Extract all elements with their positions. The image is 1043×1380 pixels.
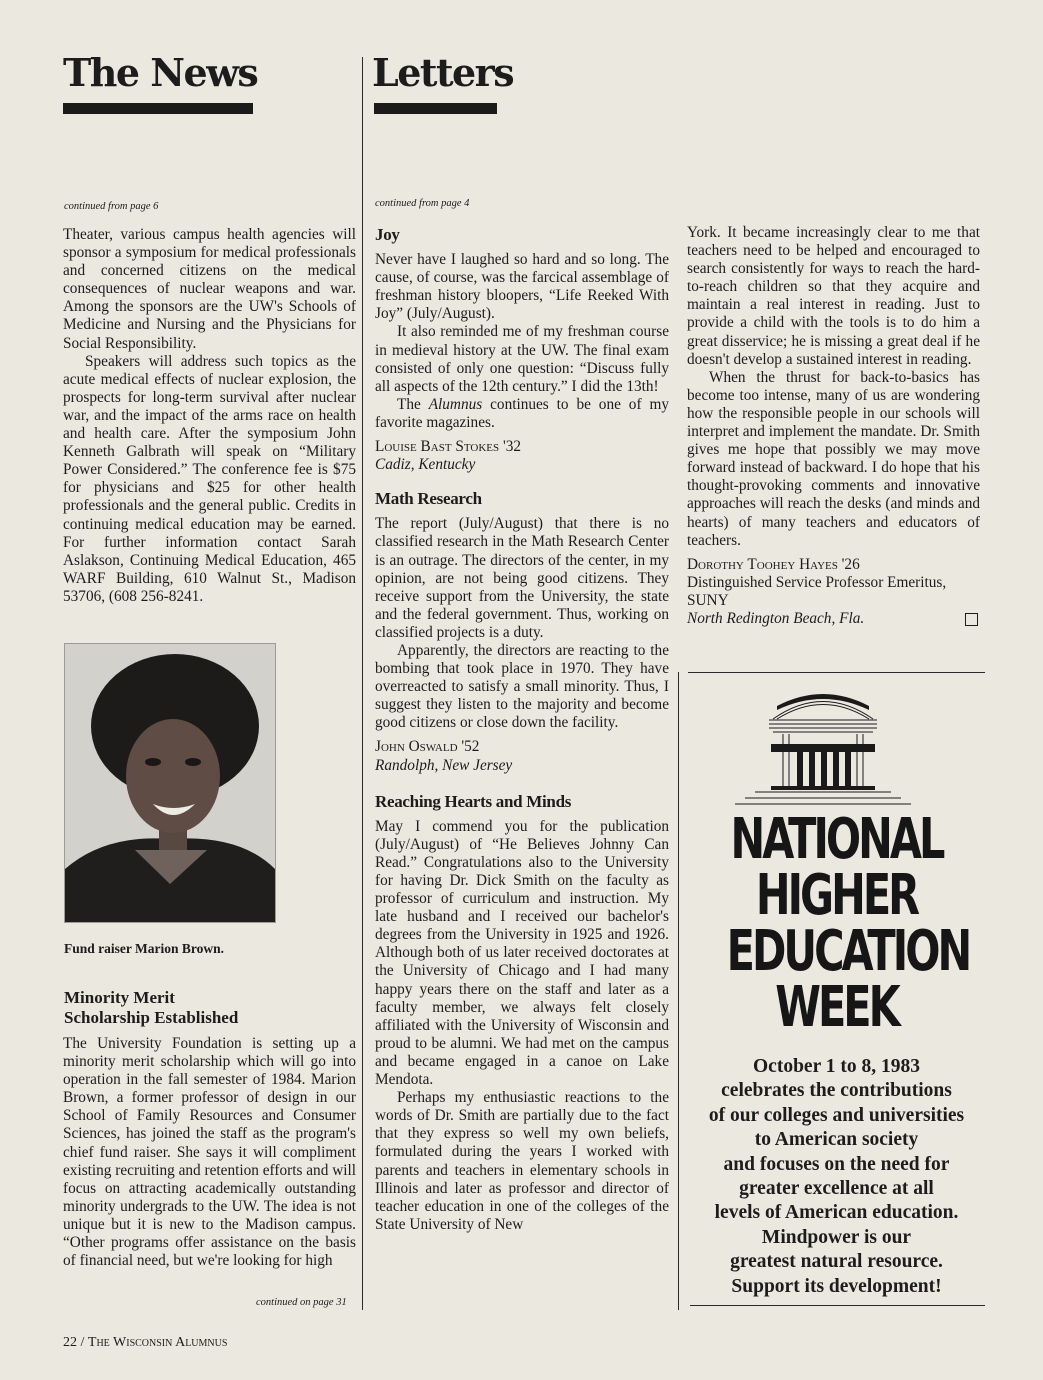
news-continued-from: continued from page 6 xyxy=(64,201,159,212)
ad-body xyxy=(688,1055,985,1299)
news-paragraph: Theater, various campus health agencies will sponsor a symposium for medical professionals and concerned citizens on the medical consequences of nuclear weapons and war. Among the sponsors are the UW's Schools of Medicine and Nursing and the Physicians for Social Responsibility. xyxy=(63,226,356,352)
page-number: 22 xyxy=(63,1335,77,1350)
letter-paragraph: The report (July/August) that there is no classified research in the Math Research Center is an outrage. The directors of the center, in my opinion, are not being good citizens. They receive support from the University, the state and the federal government. Thus, working on classified projects is a duty. xyxy=(375,515,669,641)
news-masthead: The News xyxy=(63,50,258,95)
ad-body-line: Support its development! xyxy=(731,1275,942,1297)
letter-heading-hearts: Reaching Hearts and Minds xyxy=(375,791,572,811)
photo-caption: Fund raiser Marion Brown. xyxy=(64,941,225,956)
letter-signer-title: Distinguished Service Professor Emeritus, SUNY xyxy=(687,573,947,609)
scholarship-heading xyxy=(64,988,238,1028)
letters-continued-from: continued from page 4 xyxy=(375,198,470,209)
letters-masthead-rule xyxy=(374,103,497,114)
news-paragraph: Speakers will address such topics as the acute medical effects of nuclear explosion, the prospects for long-term survival after nuclear war, and the impact of the arms race on health and health care. After the symposium John Kenneth Galbrath will speak on “Military Power Considered.” The conference fee is $75 for physicians and $25 for other health professionals and the general public. Credits in continuing medical education may be earned. For further information contact Sarah Aslakson, Continuing Medical Education, 465 WARF Building, 610 Walnut St., Madison 53706, (608 256-8241. xyxy=(63,352,356,605)
letters-column-1 xyxy=(375,212,669,1234)
portrait-illustration xyxy=(65,644,275,922)
letter-location: Cadiz, Kentucky xyxy=(375,456,476,474)
page-footer xyxy=(63,1335,227,1351)
letter-paragraph: Apparently, the directors are reacting to the bombing that took place in 1970. They have overreacted to satisfy a small minority. Thus, I suggest they listen to the majority and become good citizens or close down the facility. xyxy=(375,641,669,732)
letter-signer: Dorothy Toohey Hayes '26 xyxy=(687,555,860,573)
ad-body-line: greatest natural resource. xyxy=(730,1251,943,1273)
news-masthead-rule xyxy=(63,103,253,114)
letter-heading-joy: Joy xyxy=(375,225,400,244)
letter-paragraph: Never have I laughed so hard and so long. The cause, of course, was the farcical assemblage of freshman history bloopers, “Life Reeked With Joy” (July/August). xyxy=(375,251,669,323)
column-rule-left xyxy=(362,57,363,1310)
scholarship-heading-line: Scholarship Established xyxy=(64,1008,239,1027)
ad-body-line: Mindpower is our xyxy=(761,1226,912,1248)
letters-column-2 xyxy=(687,224,980,628)
ad-title-line: NATIONAL xyxy=(730,807,943,872)
ad-body-line: greater excellence at all xyxy=(739,1178,934,1200)
capitol-building-icon xyxy=(735,686,911,808)
ad-body-line: and focuses on the need for xyxy=(723,1153,950,1175)
ad-body-line: October 1 to 8, 1983 xyxy=(753,1056,920,1077)
letter-paragraph: When the thrust for back-to-basics has become too intense, many of us are wondering how the responsible people in our schools will interpret and implement the mandate. Dr. Smith gives me hope that possibly we may move forward instead of backward. I do hope that his thought-provoking comments and innovative approaches will reach the desks (and minds and hearts) of many teachers and educators of teachers. xyxy=(687,368,980,549)
news-article xyxy=(63,226,356,606)
letters-masthead: Letters xyxy=(372,50,514,95)
portrait-photo xyxy=(64,643,276,923)
ad-title xyxy=(688,807,985,1040)
ad-body-line: celebrates the contributions xyxy=(721,1080,952,1102)
letter-heading-math: Math Research xyxy=(375,489,482,509)
footer-separator: / xyxy=(80,1335,85,1350)
ad-title-line: EDUCATION xyxy=(726,919,970,984)
letter-location: North Redington Beach, Fla. xyxy=(687,610,980,628)
letter-paragraph: York. It became increasingly clear to me that teachers need to be helped and encouraged to search consistently for ways to reach the hard-to-reach children so that they acquire and maintain a real interest in reading. Just to provide a child with the tools is to do him a great disservice; he is missing a great deal if he doesn't develop a sustained interest in reading. xyxy=(687,224,980,368)
letter-paragraph: Perhaps my enthusiastic reactions to the words of Dr. Smith are partially due to the fact that they express so well my own beliefs, formulated during the years I worked with parents and teachers in elementary schools in Illinois and later as professor and director of teacher education in one of the colleges of the State University of New xyxy=(375,1089,669,1233)
letter-paragraph: May I commend you for the publication (July/August) of “He Believes Johnny Can Read.” Congratulations also to the University for having Dr. Dick Smith on the faculty as professor of curriculum and instruction. My late husband and I received our bachelor's degrees from the University in 1925 and 1926. Although both of us later received doctorates at the University of Chicago and I had many happy years there on the staff and later as a faculty member, we always felt closely affiliated with the University of Wisconsin and proud to be alumni. We had met on the campus and became engaged in a canoe on Lake Mendota. xyxy=(375,817,669,1089)
letter-paragraph: It also reminded me of my freshman course in medieval history at the UW. The final exam consisted of only one question: “Discuss fully all aspects of the 12th century.” I did the 13th! xyxy=(375,323,669,395)
column-rule-ad xyxy=(678,672,679,1310)
letter-paragraph: The Alumnus continues to be one of my favorite magazines. xyxy=(375,395,669,431)
scholarship-article xyxy=(63,1035,356,1270)
ad-bottom-rule xyxy=(690,1305,985,1306)
ad-title-line: WEEK xyxy=(775,975,898,1040)
continued-on-note: continued on page 31 xyxy=(256,1297,347,1308)
letter-signer: John Oswald '52 xyxy=(375,738,480,756)
end-mark-icon xyxy=(965,613,978,626)
letter-signer: Louise Bast Stokes '32 xyxy=(375,438,521,456)
letter-location: Randolph, New Jersey xyxy=(375,756,513,774)
ad-body-line: of our colleges and universities xyxy=(708,1104,965,1126)
ad-body-line: to American society xyxy=(754,1129,919,1151)
scholarship-body: The University Foundation is setting up a minority merit scholarship which will go into operation in the fall semester of 1984. Marion Brown, a former professor of design in our School of Family Resources and Consumer Sciences, has joined the staff as the program's chief fund raiser. She says it will compliment existing recruiting and retention efforts and will focus on attracting academically outstanding minority undergrads to the UW. The idea is not unique but it is new to the Madison campus. “Other programs offer assistance on the basis of financial need, but we're looking for high xyxy=(63,1035,356,1270)
scholarship-heading-line: Minority Merit xyxy=(64,988,175,1007)
ad-title-line: HIGHER xyxy=(755,863,918,928)
publication-name: The Wisconsin Alumnus xyxy=(87,1335,228,1350)
ad-body-line: levels of American education. xyxy=(714,1202,959,1224)
ad-top-rule xyxy=(688,672,985,673)
